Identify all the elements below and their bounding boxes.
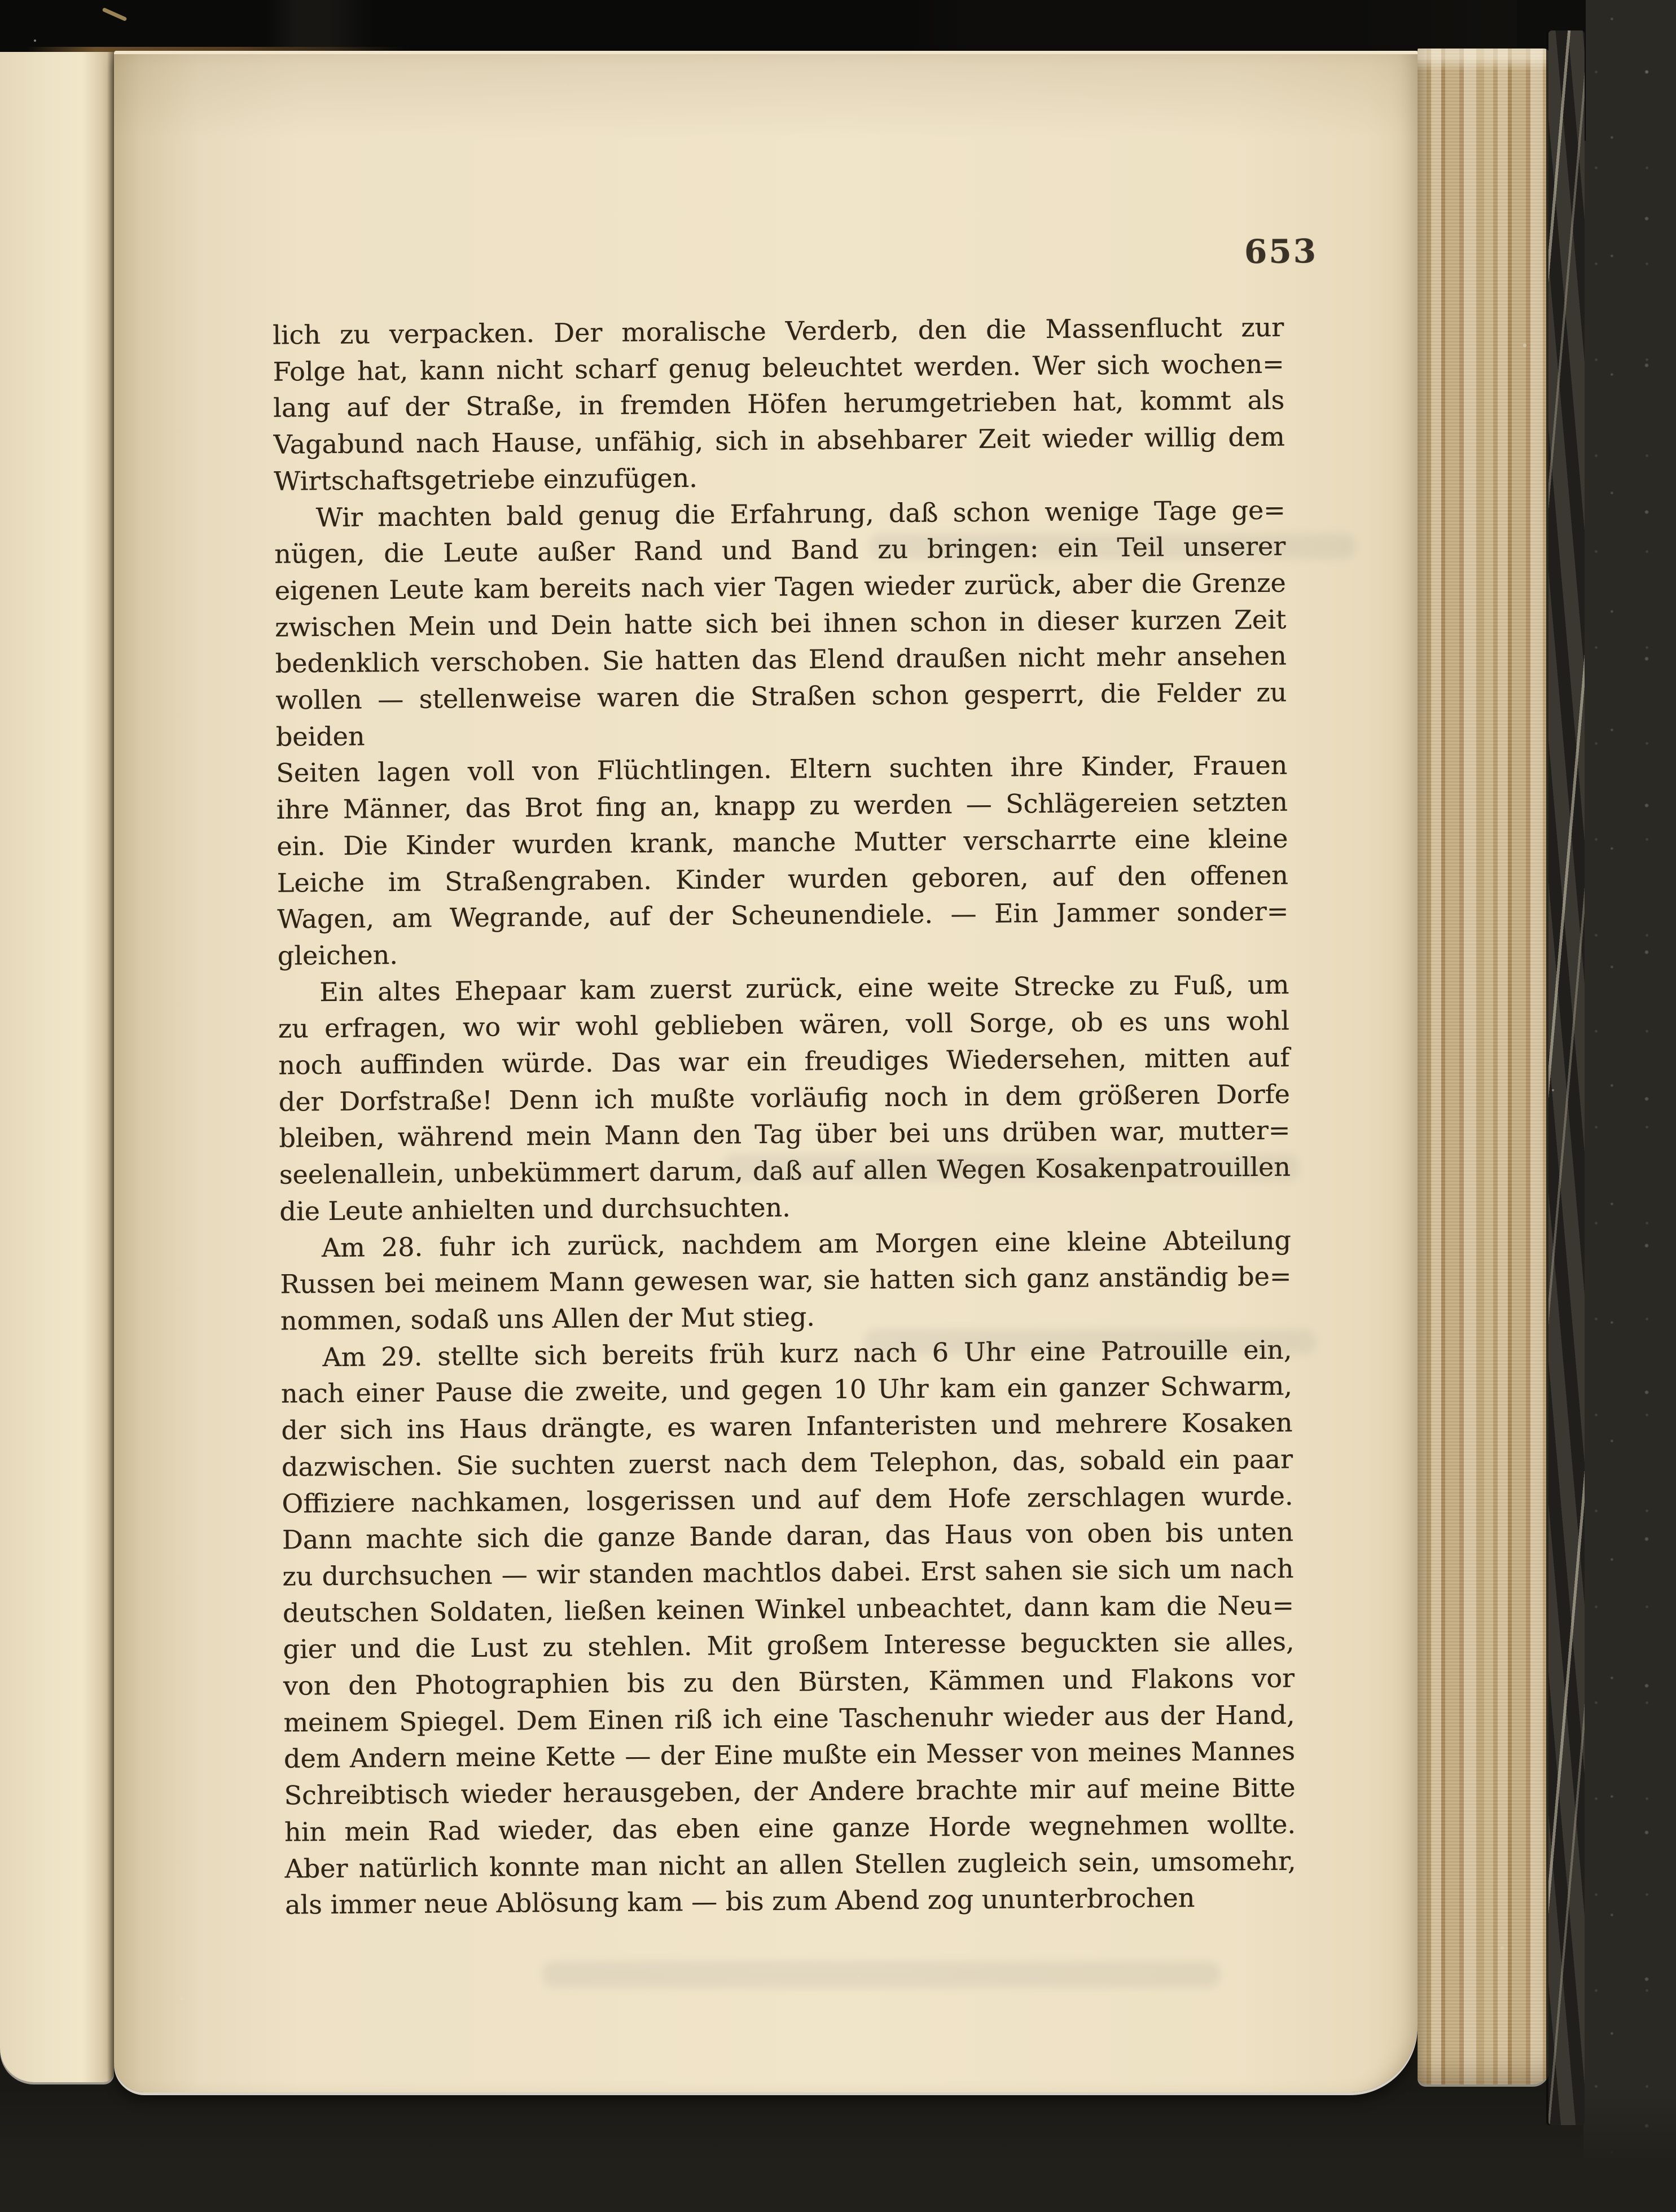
- text-line: Folge hat, kann nicht scharf genug beleuchtet werden. Wer sich wochen=: [273, 348, 1284, 387]
- text-line: Seiten lagen voll von Flüchtlingen. Eltern suchten ihre Kinder, Frauen: [275, 750, 1288, 789]
- paragraph: [280, 1222, 1292, 1339]
- text-line: als immer neue Ablösung kam — bis zum Abend zog ununterbrochen: [284, 1882, 1195, 1920]
- text-line: Schreibtisch wieder herausgeben, der Andere brachte mir auf meine Bitte: [284, 1772, 1296, 1811]
- text-line: Offiziere nachkamen, losgerissen und auf dem Hofe zerschlagen wurde.: [282, 1480, 1293, 1519]
- page-number: 653: [1244, 232, 1318, 271]
- text-line: dem Andern meine Kette — der Eine mußte ein Messer von meines Mannes: [283, 1736, 1296, 1775]
- paragraph: [273, 309, 1285, 500]
- text-line: ihre Männer, das Brot fing an, knapp zu werden — Schlägereien setzten: [276, 786, 1288, 825]
- marbled-cover-edge: [1548, 30, 1585, 2125]
- text-line: eigenen Leute kam bereits nach vier Tagen wieder zurück, aber die Grenze: [274, 567, 1286, 606]
- text-line: der Dorfstraße! Denn ich mußte vorläufig noch in dem größeren Dorfe: [278, 1078, 1290, 1117]
- text-line: lich zu verpacken. Der moralische Verderb, den die Massenflucht zur: [272, 311, 1284, 350]
- text-line: nügen, die Leute außer Rand und Band zu bringen: ein Teil unserer: [274, 530, 1286, 569]
- text-line: gier und die Lust zu stehlen. Mit großem Interesse beguckten sie alles,: [283, 1626, 1295, 1665]
- text-line: deutschen Soldaten, ließen keinen Winkel unbeachtet, dann kam die Neu=: [282, 1590, 1295, 1629]
- text-line: zwischen Mein und Dein hatte sich bei ihnen schon in dieser kurzen Zeit: [274, 604, 1287, 643]
- text-line: von den Photographien bis zu den Bürsten, Kämmen und Flakons vor: [283, 1662, 1295, 1701]
- text-line: seelenallein, unbekümmert darum, daß auf allen Wegen Kosakenpatrouillen: [279, 1151, 1291, 1190]
- facing-page-edge: [0, 52, 114, 2082]
- text-line: Ein altes Ehepaar kam zuerst zurück, eine weite Strecke zu Fuß, um: [319, 969, 1289, 1007]
- text-line: gleichen.: [277, 939, 398, 971]
- book-cover-top-edge: [0, 0, 1562, 52]
- dust-specks: [34, 40, 36, 42]
- paragraph: [278, 966, 1291, 1230]
- paragraph: [274, 491, 1289, 974]
- text-line: Russen bei meinem Mann gewesen war, sie hatten sich ganz anständig be=: [280, 1261, 1292, 1300]
- text-line: nach einer Pause die zweite, und gegen 10 Uhr kam ein ganzer Schwarm,: [280, 1370, 1293, 1410]
- text-line: bleiben, während mein Mann den Tag über bei uns drüben war, mutter=: [279, 1115, 1291, 1154]
- text-line: noch auffinden würde. Das war ein freudiges Wiedersehen, mitten auf: [278, 1042, 1290, 1081]
- text-line: Am 28. fuhr ich zurück, nachdem am Morgen eine kleine Abteilung: [321, 1224, 1291, 1263]
- text-line: die Leute anhielten und durchsuchten.: [279, 1192, 791, 1227]
- text-line: bedenklich verschoben. Sie hatten das Elend draußen nicht mehr ansehen: [275, 640, 1287, 679]
- scanner-background: [1583, 0, 1676, 2212]
- text-line: nommen, sodaß uns Allen der Mut stieg.: [280, 1301, 815, 1336]
- scanner-background-bottom: [0, 2088, 1676, 2212]
- text-line: Wagen, am Wegrande, auf der Scheunendiele. — Ein Jammer sonder=: [277, 896, 1289, 934]
- text-line: Wirtschaftsgetriebe einzufügen.: [273, 462, 697, 497]
- text-block: [273, 309, 1296, 1924]
- text-line: Aber natürlich konnte man nicht an allen Stellen zugleich sein, umsomehr,: [284, 1845, 1296, 1884]
- text-line: wollen — stellenweise waren die Straßen schon gesperrt, die Felder zu beiden: [275, 677, 1287, 752]
- page-block-fore-edge: [1418, 49, 1550, 2084]
- text-line: Wir machten bald genug die Erfahrung, daß schon wenige Tage ge=: [315, 494, 1285, 533]
- text-line: Vagabund nach Hause, unfähig, sich in absehbarer Zeit wieder willig dem: [273, 421, 1285, 460]
- paragraph: [280, 1331, 1296, 1923]
- book-page: [114, 51, 1418, 2092]
- text-line: zu erfragen, wo wir wohl geblieben wären, voll Sorge, ob es uns wohl: [278, 1005, 1289, 1044]
- text-line: meinem Spiegel. Dem Einen riß ich eine Taschenuhr wieder aus der Hand,: [283, 1699, 1295, 1738]
- printed-area: [107, 50, 1426, 2098]
- text-line: Leiche im Straßengraben. Kinder wurden geboren, auf den offenen: [277, 859, 1288, 898]
- text-line: hin mein Rad wieder, das eben eine ganze Horde wegnehmen wollte.: [284, 1809, 1296, 1847]
- text-line: dazwischen. Sie suchten zuerst nach dem Telephon, das, sobald ein paar: [281, 1443, 1293, 1482]
- text-line: der sich ins Haus drängte, es waren Infanteristen und mehrere Kosaken: [281, 1407, 1293, 1446]
- text-line: zu durchsuchen — wir standen machtlos dabei. Erst sahen sie sich um nach: [282, 1553, 1294, 1592]
- text-line: Am 29. stellte sich bereits früh kurz nach 6 Uhr eine Patrouille ein,: [322, 1334, 1292, 1372]
- text-line: Dann machte sich die ganze Bande daran, das Haus von oben bis unten: [282, 1516, 1294, 1555]
- text-line: ein. Die Kinder wurden krank, manche Mutter verscharrte eine kleine: [277, 823, 1288, 862]
- text-line: lang auf der Straße, in fremden Höfen herumgetrieben hat, kommt als: [273, 385, 1285, 424]
